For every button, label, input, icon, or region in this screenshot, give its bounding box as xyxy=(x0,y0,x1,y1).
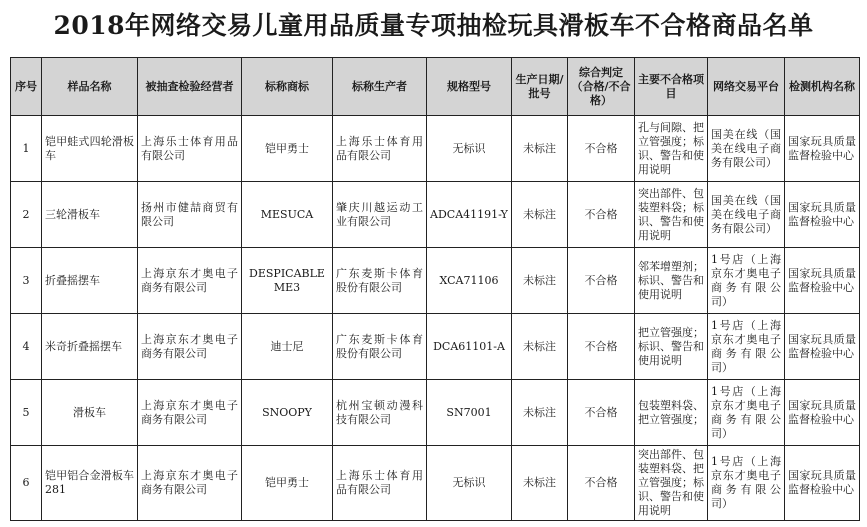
cell-verdict: 不合格 xyxy=(568,116,635,182)
table-row xyxy=(11,182,860,248)
cell-test-agency: 国家玩具质量监督检验中心 xyxy=(785,380,860,446)
cell-verdict: 不合格 xyxy=(568,446,635,521)
cell-verdict: 不合格 xyxy=(568,182,635,248)
cell-sample-name: 折叠摇摆车 xyxy=(42,248,138,314)
cell-defects: 邻苯增塑剂；标识、警告和使用说明 xyxy=(635,248,708,314)
cell-platform: 国美在线（国美在线电子商务有限公司） xyxy=(708,182,785,248)
cell-inspected-operator: 上海京东才奥电子商务有限公司 xyxy=(138,446,242,521)
cell-defects: 把立管强度；标识、警告和使用说明 xyxy=(635,314,708,380)
table-row xyxy=(11,248,860,314)
header-test-agency: 检测机构名称 xyxy=(785,58,860,116)
cell-sample-name: 三轮滑板车 xyxy=(42,182,138,248)
cell-defects: 包装塑料袋、把立管强度； xyxy=(635,380,708,446)
header-inspected-operator: 被抽查检验经营者 xyxy=(138,58,242,116)
cell-defects: 突出部件、包装塑料袋、把立管强度；标识、警告和使用说明 xyxy=(635,446,708,521)
cell-platform: 1号店（上海京东才奥电子商务有限公司） xyxy=(708,314,785,380)
cell-verdict: 不合格 xyxy=(568,380,635,446)
cell-model: DCA61101-A xyxy=(427,314,512,380)
header-trademark: 标称商标 xyxy=(242,58,333,116)
cell-model: XCA71106 xyxy=(427,248,512,314)
cell-defects: 突出部件、包装塑料袋；标识、警告和使用说明 xyxy=(635,182,708,248)
cell-model: SN7001 xyxy=(427,380,512,446)
header-model: 规格型号 xyxy=(427,58,512,116)
header-production-date: 生产日期/批号 xyxy=(512,58,568,116)
cell-index: 6 xyxy=(11,446,42,521)
header-index: 序号 xyxy=(11,58,42,116)
cell-model: 无标识 xyxy=(427,116,512,182)
cell-manufacturer: 广东麦斯卡体育股份有限公司 xyxy=(333,314,427,380)
header-verdict: 综合判定（合格/不合格） xyxy=(568,58,635,116)
cell-sample-name: 滑板车 xyxy=(42,380,138,446)
cell-manufacturer: 肇庆川越运动工业有限公司 xyxy=(333,182,427,248)
cell-trademark: DESPICABLE ME3 xyxy=(242,248,333,314)
table-row xyxy=(11,314,860,380)
cell-platform: 1号店（上海京东才奥电子商务有限公司） xyxy=(708,248,785,314)
header-platform: 网络交易平台 xyxy=(708,58,785,116)
cell-index: 3 xyxy=(11,248,42,314)
cell-production-date: 未标注 xyxy=(512,380,568,446)
cell-production-date: 未标注 xyxy=(512,314,568,380)
cell-sample-name: 铠甲铝合金滑板车281 xyxy=(42,446,138,521)
cell-test-agency: 国家玩具质量监督检验中心 xyxy=(785,182,860,248)
cell-inspected-operator: 扬州市健喆商贸有限公司 xyxy=(138,182,242,248)
cell-sample-name: 铠甲蛙式四轮滑板车 xyxy=(42,116,138,182)
cell-trademark: SNOOPY xyxy=(242,380,333,446)
cell-manufacturer: 杭州宝顿动漫科技有限公司 xyxy=(333,380,427,446)
cell-production-date: 未标注 xyxy=(512,182,568,248)
cell-index: 5 xyxy=(11,380,42,446)
cell-production-date: 未标注 xyxy=(512,248,568,314)
cell-sample-name: 米奇折叠摇摆车 xyxy=(42,314,138,380)
cell-inspected-operator: 上海京东才奥电子商务有限公司 xyxy=(138,248,242,314)
cell-inspected-operator: 上海乐士体育用品有限公司 xyxy=(138,116,242,182)
cell-defects: 孔与间隙、把立管强度；标识、警告和使用说明 xyxy=(635,116,708,182)
document-title: 2018年网络交易儿童用品质量专项抽检玩具滑板车不合格商品名单 xyxy=(53,11,814,40)
noncompliant-products-table xyxy=(10,57,860,521)
header-defects: 主要不合格项目 xyxy=(635,58,708,116)
cell-test-agency: 国家玩具质量监督检验中心 xyxy=(785,314,860,380)
cell-manufacturer: 上海乐士体育用品有限公司 xyxy=(333,116,427,182)
header-manufacturer: 标称生产者 xyxy=(333,58,427,116)
cell-platform: 国美在线（国美在线电子商务有限公司） xyxy=(708,116,785,182)
cell-test-agency: 国家玩具质量监督检验中心 xyxy=(785,446,860,521)
cell-production-date: 未标注 xyxy=(512,446,568,521)
cell-index: 2 xyxy=(11,182,42,248)
cell-index: 4 xyxy=(11,314,42,380)
cell-trademark: 迪士尼 xyxy=(242,314,333,380)
cell-model: 无标识 xyxy=(427,446,512,521)
cell-trademark: MESUCA xyxy=(242,182,333,248)
cell-trademark: 铠甲勇士 xyxy=(242,116,333,182)
cell-inspected-operator: 上海京东才奥电子商务有限公司 xyxy=(138,314,242,380)
cell-verdict: 不合格 xyxy=(568,248,635,314)
cell-manufacturer: 上海乐士体育用品有限公司 xyxy=(333,446,427,521)
cell-manufacturer: 广东麦斯卡体育股份有限公司 xyxy=(333,248,427,314)
cell-inspected-operator: 上海京东才奥电子商务有限公司 xyxy=(138,380,242,446)
cell-model: ADCA41191-Y xyxy=(427,182,512,248)
table-row xyxy=(11,380,860,446)
cell-platform: 1号店（上海京东才奥电子商务有限公司） xyxy=(708,446,785,521)
cell-trademark: 铠甲勇士 xyxy=(242,446,333,521)
cell-test-agency: 国家玩具质量监督检验中心 xyxy=(785,116,860,182)
cell-platform: 1号店（上海京东才奥电子商务有限公司） xyxy=(708,380,785,446)
table-header-row xyxy=(11,58,860,116)
cell-index: 1 xyxy=(11,116,42,182)
cell-verdict: 不合格 xyxy=(568,314,635,380)
table-row xyxy=(11,446,860,521)
header-sample-name: 样品名称 xyxy=(42,58,138,116)
cell-test-agency: 国家玩具质量监督检验中心 xyxy=(785,248,860,314)
cell-production-date: 未标注 xyxy=(512,116,568,182)
table-row xyxy=(11,116,860,182)
